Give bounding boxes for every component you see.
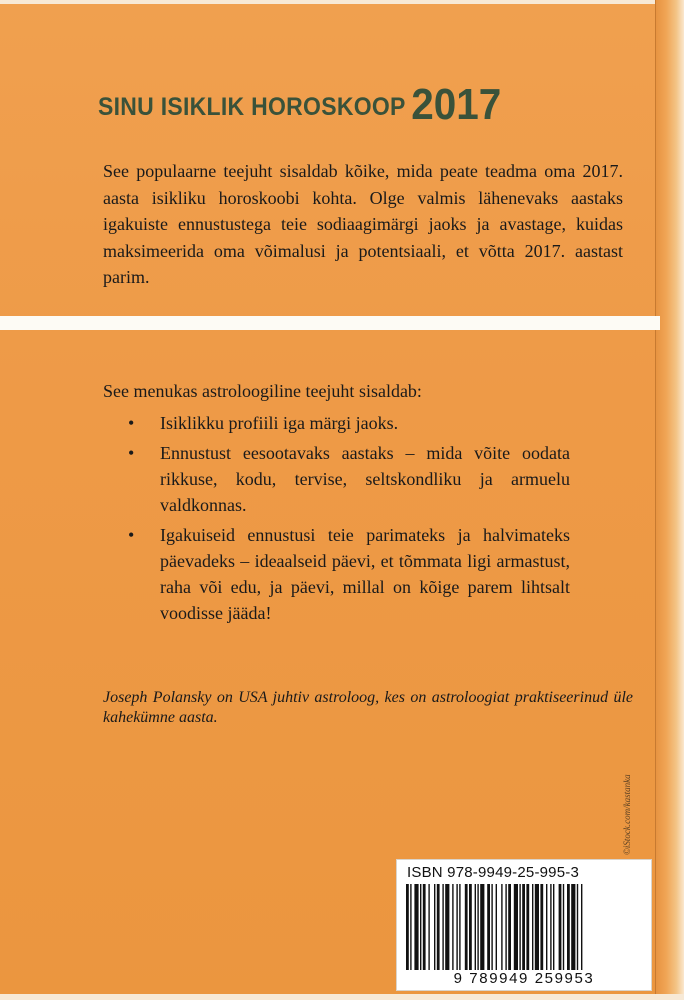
barcode-image bbox=[405, 884, 643, 970]
author-note: Joseph Polansky on USA juhtiv astroloog, kes on astroloogiat praktiseerinud üle kahekümne aasta. bbox=[103, 689, 633, 726]
barcode-bar bbox=[522, 884, 525, 970]
barcode-bar bbox=[540, 884, 543, 970]
barcode-bar bbox=[550, 884, 551, 970]
isbn-label: ISBN 978-9949-25-995-3 bbox=[407, 864, 580, 881]
barcode-bar bbox=[487, 884, 490, 970]
barcode-bar bbox=[546, 884, 547, 970]
barcode-bar bbox=[423, 884, 426, 970]
barcode-bar bbox=[465, 884, 468, 970]
barcode-bar bbox=[410, 884, 411, 970]
bullet-icon: • bbox=[128, 413, 135, 433]
bullet-icon: • bbox=[128, 525, 135, 545]
book-spine-edge bbox=[655, 0, 684, 1000]
barcode-bar bbox=[553, 884, 554, 970]
barcode-bar bbox=[563, 884, 564, 970]
title-text: SINU ISIKLIK HOROSKOOP bbox=[98, 93, 406, 121]
barcode-bar bbox=[559, 884, 562, 970]
barcode-bar bbox=[491, 884, 492, 970]
barcode-bar bbox=[567, 884, 570, 970]
barcode-bar bbox=[406, 884, 409, 970]
list-item bbox=[128, 410, 570, 436]
barcode-bar bbox=[519, 884, 520, 970]
barcode-bar bbox=[414, 884, 418, 970]
barcode-bar bbox=[452, 884, 453, 970]
title-year: 2017 bbox=[411, 80, 502, 129]
barcode-bar bbox=[514, 884, 518, 970]
barcode-bar bbox=[501, 884, 502, 970]
page-top-edge bbox=[0, 0, 684, 4]
photo-credit: ©iStock.com/kastanka bbox=[622, 774, 632, 855]
barcode-bar bbox=[577, 884, 578, 970]
barcode-bar bbox=[437, 884, 440, 970]
barcode-bar bbox=[480, 884, 484, 970]
barcode-bar bbox=[445, 884, 449, 970]
barcode-bar bbox=[526, 884, 529, 970]
barcode-bar bbox=[508, 884, 511, 970]
barcode-bar bbox=[442, 884, 443, 970]
barcode-bar bbox=[535, 884, 539, 970]
list-intro: See menukas astroloogiline teejuht sisaldab: bbox=[103, 381, 422, 401]
barcode-bar bbox=[456, 884, 457, 970]
barcode-bar bbox=[434, 884, 435, 970]
divider-band bbox=[0, 316, 660, 330]
barcode-bar bbox=[505, 884, 506, 970]
page-bottom-edge bbox=[0, 994, 684, 1000]
barcode-bar bbox=[477, 884, 478, 970]
feature-list bbox=[128, 410, 570, 630]
barcode-bar bbox=[475, 884, 476, 970]
barcode-bar bbox=[532, 884, 533, 970]
list-item bbox=[128, 522, 570, 626]
barcode-bar bbox=[428, 884, 429, 970]
barcode-bar bbox=[420, 884, 421, 970]
barcode-bar bbox=[581, 884, 582, 970]
barcode-panel bbox=[396, 859, 652, 991]
list-item-text: Ennustust eesootavaks aastaks – mida võite oodata rikkuse, kodu, tervise, seltskondliku ja armuelu valdkonnas. bbox=[160, 443, 570, 515]
cover-title bbox=[98, 80, 501, 130]
intro-paragraph: See populaarne teejuht sisaldab kõike, mida peate teadma oma 2017. aasta isikliku horoskoobi kohta. Olge valmis lähenevaks aastaks igakuiste ennustustega teie sodiaagimärgi jaoks ja avastage, kuidas maksimeerida oma võimalusi ja potentsiaali, et võtta 2017. aastast parim. bbox=[103, 161, 623, 287]
list-item-text: Igakuiseid ennustusi teie parimateks ja halvimateks päevadeks – ideaalseid päevi, et tõmmata ligi armastust, raha või edu, ja päevi, millal on kõige parem lihtsalt voodisse jääda! bbox=[160, 525, 570, 623]
barcode-bar bbox=[571, 884, 575, 970]
barcode-bar bbox=[469, 884, 472, 970]
barcode-bar bbox=[459, 884, 460, 970]
barcode-digits: 9 789949 259953 bbox=[453, 970, 595, 987]
bullet-icon: • bbox=[128, 443, 135, 463]
barcode-bar bbox=[496, 884, 497, 970]
list-item bbox=[128, 440, 570, 518]
list-item-text: Isiklikku profiili iga märgi jaoks. bbox=[160, 413, 399, 433]
